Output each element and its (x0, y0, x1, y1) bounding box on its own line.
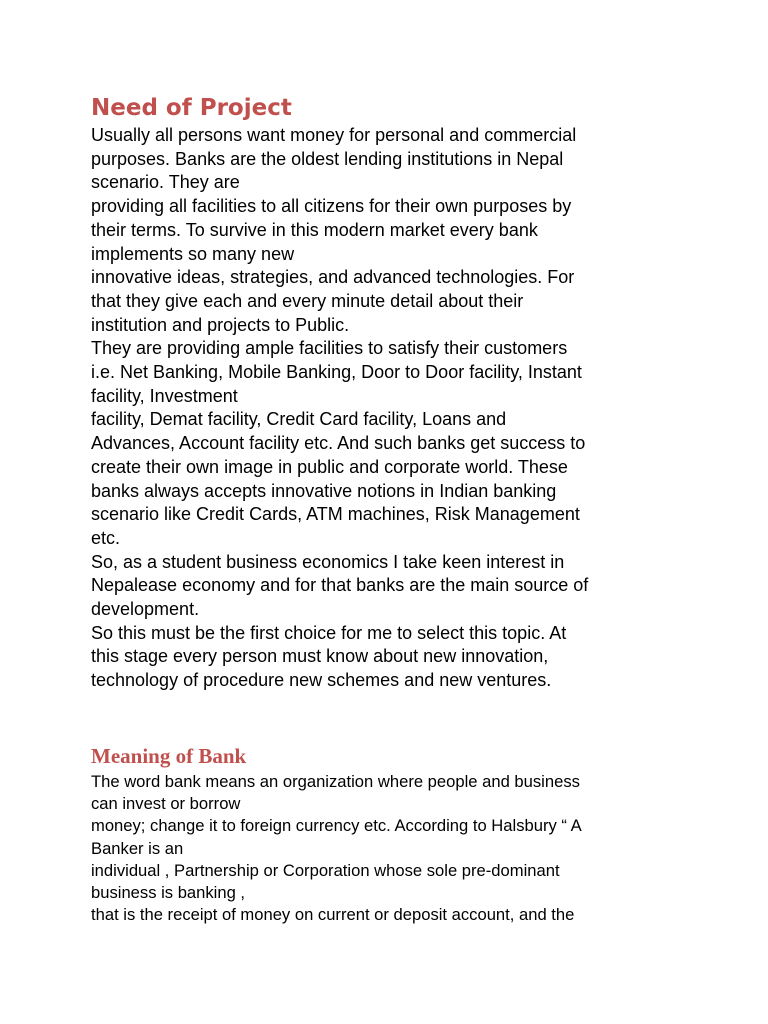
body-line: scenario. They are (91, 172, 240, 193)
body-line: business is banking , (91, 883, 246, 903)
body-line: that is the receipt of money on current or deposit account, and the (91, 905, 575, 925)
body-line: i.e. Net Banking, Mobile Banking, Door to Door facility, Instant (91, 362, 582, 383)
section-heading: Need of Project (91, 95, 292, 121)
section-need-of-project (91, 92, 691, 693)
section-meaning-of-bank (91, 741, 691, 926)
body-line: The word bank means an organization where people and business (91, 772, 580, 791)
body-line: create their own image in public and corporate world. These (91, 456, 568, 477)
body-line: institution and projects to Public. (91, 314, 350, 335)
body-line: purposes. Banks are the oldest lending institutions in Nepal (91, 148, 564, 169)
body-line: individual , Partnership or Corporation whose sole pre-dominant (91, 860, 560, 880)
body-line: can invest or borrow (91, 794, 241, 814)
body-line: facility, Demat facility, Credit Card facility, Loans and (91, 409, 507, 430)
body-line: implements so many new (91, 243, 295, 264)
body-line: So this must be the first choice for me to select this topic. At (91, 622, 567, 643)
body-line: Advances, Account facility etc. And such banks get success to (91, 433, 586, 454)
body-line: innovative ideas, strategies, and advanced technologies. For (91, 267, 575, 288)
body-line: Usually all persons want money for personal and commercial (91, 125, 577, 145)
body-line: Nepalease economy and for that banks are the main source of (91, 575, 589, 596)
body-line: providing all facilities to all citizens for their own purposes by (91, 196, 572, 217)
body-line: that they give each and every minute detail about their (91, 290, 524, 311)
body-line: banks always accepts innovative notions in Indian banking (91, 480, 557, 501)
body-line: this stage every person must know about new innovation, (91, 646, 549, 667)
body-line: their terms. To survive in this modern market every bank (91, 219, 538, 240)
body-line: facility, Investment (91, 385, 238, 406)
body-line: money; change it to foreign currency etc. According to Halsbury “ A (91, 816, 582, 836)
body-line: So, as a student business economics I take keen interest in (91, 551, 565, 572)
body-line: etc. (91, 527, 121, 548)
body-line: They are providing ample facilities to satisfy their customers (91, 338, 568, 359)
body-line: scenario like Credit Cards, ATM machines, Risk Management (91, 504, 580, 525)
body-line: Banker is an (91, 838, 184, 858)
section-heading: Meaning of Bank (91, 744, 247, 768)
body-line: technology of procedure new schemes and new ventures. (91, 670, 552, 691)
body-line: development. (91, 599, 200, 620)
